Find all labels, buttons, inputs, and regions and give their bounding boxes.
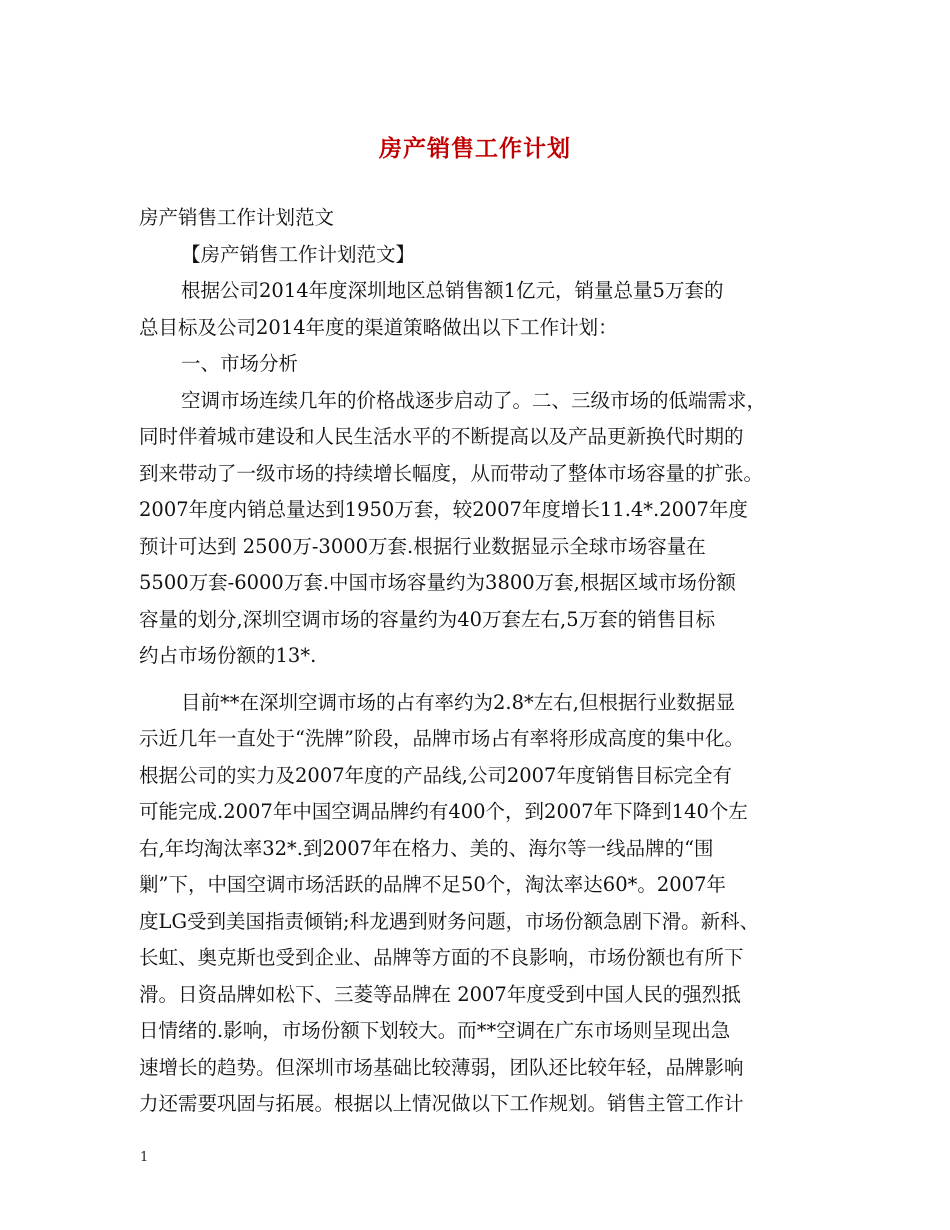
document-subtitle: 房产销售工作计划范文 <box>139 206 335 229</box>
document-body <box>139 200 817 1123</box>
paragraph-line: 剿”下，中国空调市场活跃的品牌不足50个，淘汰率达60*。2007年 <box>139 873 726 896</box>
intro-paragraph <box>139 273 817 346</box>
paragraph-line: 到来带动了一级市场的持续增长幅度，从而带动了整体市场容量的扩张。 <box>139 461 764 485</box>
intro-line-1: 根据公司2014年度深圳地区总销售额1亿元，销量总量5万套的 <box>181 279 724 302</box>
paragraph-line: 力还需要巩固与拓展。根据以上情况做以下工作规划。销售主管工作计 <box>139 1092 744 1115</box>
paragraph-line: 预计可达到 2500万-3000万套.根据行业数据显示全球市场容量在 <box>139 534 706 558</box>
paragraph-line: 速增长的趋势。但深圳市场基础比较薄弱，团队还比较年轻，品牌影响 <box>139 1055 744 1079</box>
paragraph-line: 空调市场连续几年的价格战逐步启动了。二、三级市场的低端需求， <box>181 388 767 412</box>
page-number: 1 <box>140 1150 149 1165</box>
paragraph-line: 日情绪的.影响，市场份额下划较大。而**空调在广东市场则呈现出急 <box>139 1019 731 1042</box>
market-paragraph-1 <box>139 383 817 675</box>
paragraph-line: 目前**在深圳空调市场的占有率约为2.8*左右,但根据行业数据显 <box>181 690 735 714</box>
section-heading: 【房产销售工作计划范文】 <box>181 242 416 266</box>
paragraph-line: 度LG受到美国指责倾销;科龙遇到财务问题，市场份额急剧下滑。新科、 <box>139 909 760 933</box>
paragraph-line: 滑。日资品牌如松下、三菱等品牌在 2007年度受到中国人民的强烈抵 <box>139 982 741 1006</box>
paragraph-line: 同时伴着城市建设和人民生活水平的不断提高以及产品更新换代时期的 <box>139 425 744 448</box>
document-title: 房产销售工作计划 <box>379 135 571 162</box>
paragraph-line: 根据公司的实力及2007年度的产品线,公司2007年度销售目标完全有 <box>139 763 732 787</box>
paragraph-line: 容量的划分,深圳空调市场的容量约为40万套左右,5万套的销售目标 <box>139 607 716 631</box>
paragraph-line: 2007年度内销总量达到1950万套，较2007年度增长11.4*.2007年度 <box>139 498 748 521</box>
market-paragraph-2 <box>139 685 817 1123</box>
market-analysis-heading: 一、市场分析 <box>181 352 299 375</box>
paragraph-line: 右,年均淘汰率32*.到2007年在格力、美的、海尔等一线品牌的“围 <box>139 836 714 860</box>
paragraph-line: 约占市场份额的13*. <box>139 644 317 667</box>
paragraph-gap <box>139 675 817 685</box>
paragraph-line: 5500万套-6000万套.中国市场容量约为3800万套,根据区域市场份额 <box>139 571 736 594</box>
paragraph-line: 示近几年一直处于“洗牌”阶段，品牌市场占有率将形成高度的集中化。 <box>139 727 744 750</box>
paragraph-line: 长虹、奥克斯也受到企业、品牌等方面的不良影响，市场份额也有所下 <box>139 946 744 969</box>
intro-line-2: 总目标及公司2014年度的渠道策略做出以下工作计划： <box>139 315 618 339</box>
paragraph-line: 可能完成.2007年中国空调品牌约有400个，到2007年下降到140个左 <box>139 800 748 823</box>
